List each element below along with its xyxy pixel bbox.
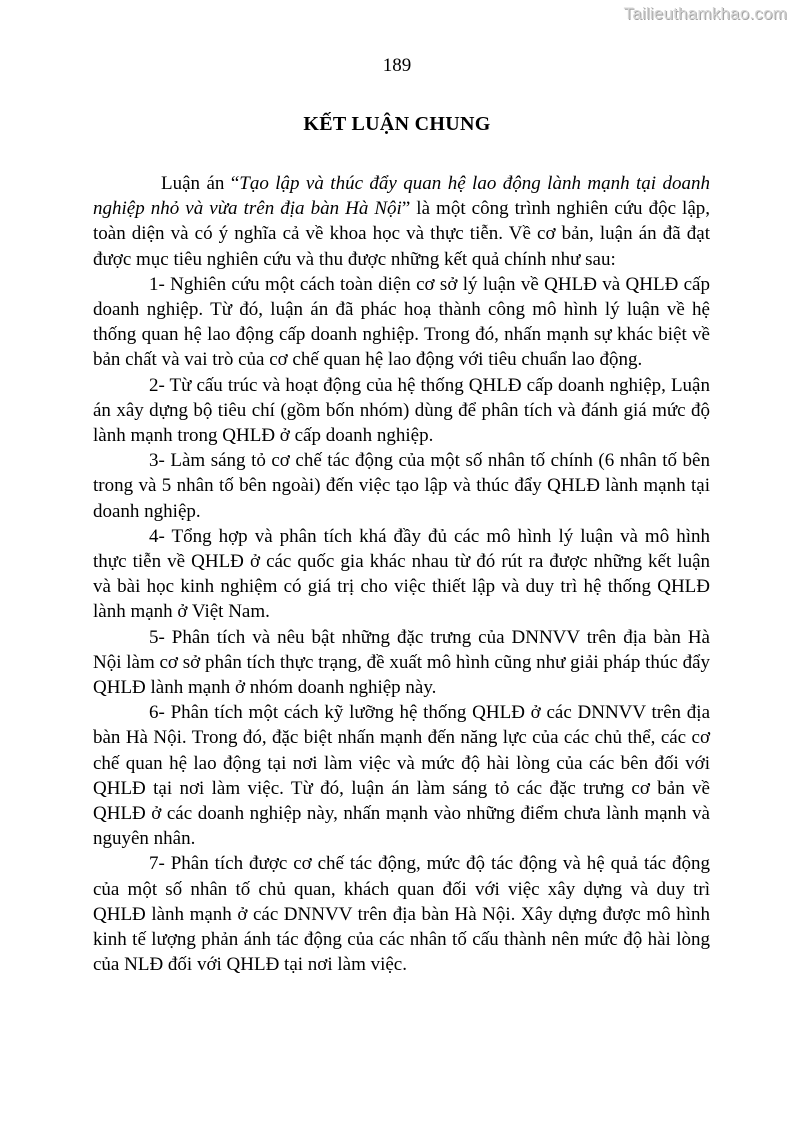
paragraph bbox=[93, 373, 710, 449]
text-segment: 6- Phân tích một cách kỹ lưỡng hệ thống QHLĐ ở các DNNVV trên địa bàn Hà Nội. Trong đó, đặc biệt nhấn mạnh đến năng lực của các chủ thể, các cơ chế quan hệ lao động tại nơi làm việc và mức độ hài lòng của các bên đối với QHLĐ tại nơi làm việc. Từ đó, luận án làm sáng tỏ các đặc trưng cơ bản về QHLĐ ở các doanh nghiệp này, nhấn mạnh vào những điểm chưa lành mạnh và nguyên nhân. bbox=[93, 702, 710, 850]
paragraph bbox=[93, 171, 710, 272]
paragraph bbox=[93, 700, 710, 851]
paragraph bbox=[93, 272, 710, 373]
text-segment: Luận án “ bbox=[161, 173, 240, 194]
page-number: 189 bbox=[382, 55, 412, 76]
text-segment: 7- Phân tích được cơ chế tác động, mức độ tác động và hệ quả tác động của một số nhân tố chủ quan, khách quan đối với việc xây dựng và duy trì QHLĐ lành mạnh ở các DNNVV trên địa bàn Hà Nội. Xây dựng được mô hình kinh tế lượng phản ánh tác động của các nhân tố cấu thành nên mức độ hài lòng của NLĐ đối với QHLĐ tại nơi làm việc. bbox=[93, 853, 710, 976]
text-segment: ” là một công trình nghiên cứu độc lập, toàn diện và có ý nghĩa cả về khoa học và thực tiễn. Về cơ bản, luận án đã đạt được mục tiêu nghiên cứu và thu được những kết quả chính như sau: bbox=[93, 198, 711, 270]
text-segment: 2- Từ cấu trúc và hoạt động của hệ thống QHLĐ cấp doanh nghiệp, Luận án xây dựng bộ tiêu chí (gồm bốn nhóm) dùng để phân tích và đánh giá mức độ lành mạnh trong QHLĐ ở cấp doanh nghiệp. bbox=[93, 374, 710, 447]
paragraph bbox=[93, 851, 710, 977]
text-segment: 4- Tổng hợp và phân tích khá đầy đủ các mô hình lý luận và mô hình thực tiễn về QHLĐ ở các quốc gia khác nhau từ đó rút ra được những kết luận và bài học kinh nghiệm có giá trị cho việc thiết lập và duy trì hệ thống QHLĐ lành mạnh ở Việt Nam. bbox=[93, 525, 710, 623]
content bbox=[93, 171, 710, 978]
paragraph bbox=[93, 524, 710, 625]
text-segment: 1- Nghiên cứu một cách toàn diện cơ sở lý luận về QHLĐ và QHLĐ cấp doanh nghiệp. Từ đó, luận án đã phác hoạ thành công mô hình lý luận về hệ thống quan hệ lao động cấp doanh nghiệp. Trong đó, nhấn mạnh sự khác biệt về bản chất và vai trò của cơ chế quan hệ lao động với tiêu chuẩn lao động. bbox=[93, 273, 710, 371]
thesis-title-italic: Tạo lập và thúc đẩy quan hệ lao động lành mạnh tại doanh nghiệp nhỏ và vừa trên địa bàn Hà Nội bbox=[93, 173, 710, 220]
text-segment: 5- Phân tích và nêu bật những đặc trưng của DNNVV trên địa bàn Hà Nội làm cơ sở phân tích thực trạng, đề xuất mô hình cũng như giải pháp thúc đẩy QHLĐ lành mạnh ở nhóm doanh nghiệp này. bbox=[93, 626, 710, 699]
paragraph bbox=[93, 448, 710, 524]
page-title: KẾT LUẬN CHUNG bbox=[303, 113, 491, 135]
paragraph bbox=[93, 625, 710, 701]
text-segment: 3- Làm sáng tỏ cơ chế tác động của một số nhân tố chính (6 nhân tố bên trong và 5 nhân tố bên ngoài) đến việc tạo lập và thúc đẩy QHLĐ lành mạnh tại doanh nghiệp. bbox=[93, 450, 710, 522]
watermark: Tailieuthamkhao.com bbox=[623, 4, 787, 23]
